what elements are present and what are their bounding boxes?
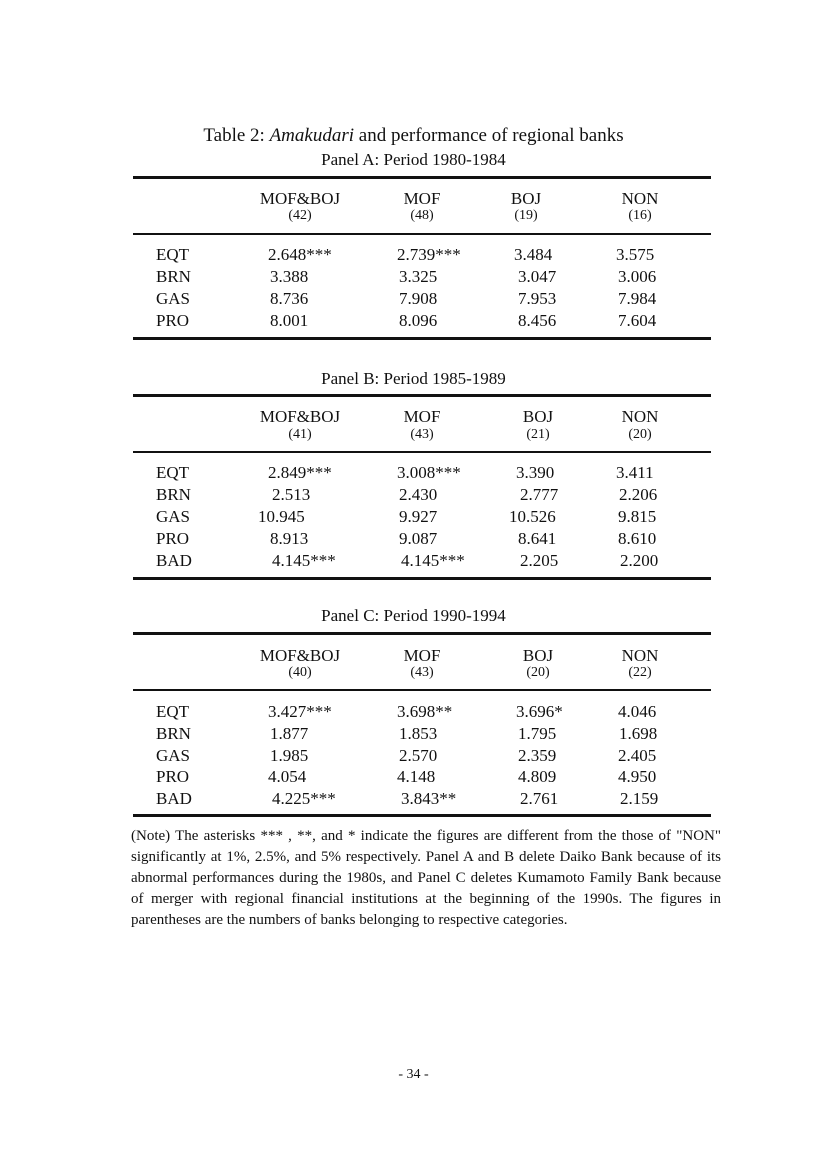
panel-a-cell: 3.325 [399, 267, 438, 286]
panel-a-cell: 8.736 [270, 289, 309, 308]
panel-a-cell: 3.006 [618, 267, 657, 286]
panel-c-row-label: BRN [156, 724, 191, 743]
panel-c-cell: 1.853 [399, 724, 438, 743]
panel-b-cell: 10.945 [258, 507, 305, 526]
panel-a-row-label: GAS [156, 289, 191, 308]
panel-b-count-mof: (43) [410, 427, 434, 442]
panel-c-header-rule [133, 689, 711, 691]
panel-b-cell: 3.390 [516, 463, 555, 482]
panel-c-top-rule [133, 632, 711, 635]
panel-a-cell: 3.575 [616, 245, 655, 264]
panel-a-cell: 3.388 [270, 267, 309, 286]
panel-b-top-rule [133, 394, 711, 397]
panel-a-row-label: BRN [156, 267, 191, 286]
panel-b-cell: 9.927 [399, 507, 438, 526]
table-title [0, 124, 827, 148]
panel-b-title: Panel B: Period 1985-1989 [321, 369, 506, 388]
panel-b-cell: 2.205 [520, 551, 559, 570]
panel-b-cell: 10.526 [509, 507, 556, 526]
panel-b-cell: 8.641 [518, 529, 557, 548]
panel-c-count-boj: (20) [526, 665, 550, 680]
panel-c-cell: 2.761 [520, 789, 559, 808]
panel-c-cell: 3.696* [516, 702, 563, 721]
panel-c-cell: 1.698 [619, 724, 658, 743]
panel-a-header-mof: MOF [403, 189, 441, 208]
panel-a-header-rule [133, 233, 711, 235]
panel-a-cell: 8.456 [518, 311, 557, 330]
panel-c-row-label: BAD [156, 789, 192, 808]
panel-a-top-rule [133, 176, 711, 179]
panel-a-count-non: (16) [628, 208, 652, 223]
panel-a-count-boj: (19) [514, 208, 538, 223]
panel-c-header-mofboj: MOF&BOJ [259, 646, 341, 665]
panel-b-bottom-rule [133, 577, 711, 580]
panel-b-row-label: EQT [156, 463, 190, 482]
panel-b-count-mofboj: (41) [288, 427, 312, 442]
panel-b-header-mof: MOF [403, 407, 441, 426]
panel-c-cell: 2.159 [620, 789, 659, 808]
table-title-italic: Amakudari [269, 125, 355, 146]
panel-b-cell: 2.206 [619, 485, 658, 504]
panel-c-cell: 1.985 [270, 746, 309, 765]
panel-b-cell: 4.145*** [272, 551, 336, 570]
panel-c-cell: 2.570 [399, 746, 438, 765]
panel-c-row-label: PRO [156, 767, 190, 786]
panel-a-header-mofboj: MOF&BOJ [259, 189, 341, 208]
panel-b-cell: 2.513 [272, 485, 311, 504]
panel-b-count-boj: (21) [526, 427, 550, 442]
panel-c-row-label: EQT [156, 702, 190, 721]
panel-c-cell: 1.877 [270, 724, 309, 743]
panel-b-row-label: PRO [156, 529, 190, 548]
panel-c-cell: 4.148 [397, 767, 436, 786]
panel-c-header-boj: BOJ [522, 646, 554, 665]
panel-c-cell: 2.405 [618, 746, 657, 765]
panel-a-row-label: PRO [156, 311, 190, 330]
table-title-suffix: and performance of regional banks [354, 125, 624, 146]
panel-c-cell: 4.809 [518, 767, 557, 786]
panel-a-cell: 2.648*** [268, 245, 332, 264]
panel-a-cell: 7.604 [618, 311, 657, 330]
panel-b-row-label: BAD [156, 551, 192, 570]
panel-b-cell: 4.145*** [401, 551, 465, 570]
panel-c-cell: 4.054 [268, 767, 307, 786]
panel-a-cell: 3.047 [518, 267, 557, 286]
panel-c-cell: 4.225*** [272, 789, 336, 808]
panel-b-header-mofboj: MOF&BOJ [259, 407, 341, 426]
panel-b-cell: 2.430 [399, 485, 438, 504]
panel-c-count-non: (22) [628, 665, 652, 680]
panel-c-header-non: NON [621, 646, 659, 665]
panel-a-cell: 8.001 [270, 311, 309, 330]
panel-b-cell: 9.815 [618, 507, 657, 526]
panel-a-cell: 8.096 [399, 311, 438, 330]
panel-b-row-label: GAS [156, 507, 191, 526]
panel-b-cell: 2.200 [620, 551, 659, 570]
panel-c-row-label: GAS [156, 746, 191, 765]
panel-a-title: Panel A: Period 1980-1984 [321, 150, 506, 169]
panel-c-cell: 3.698** [397, 702, 453, 721]
panel-a-cell: 7.953 [518, 289, 557, 308]
panel-a-cell: 7.908 [399, 289, 438, 308]
panel-a-cell: 7.984 [618, 289, 657, 308]
panel-b-header-non: NON [621, 407, 659, 426]
panel-a-cell: 2.739*** [397, 245, 461, 264]
panel-c-cell: 3.427*** [268, 702, 332, 721]
panel-a-header-boj: BOJ [510, 189, 542, 208]
panel-c-cell: 1.795 [518, 724, 557, 743]
panel-c-bottom-rule [133, 814, 711, 817]
panel-b-row-label: BRN [156, 485, 191, 504]
panel-c-header-mof: MOF [403, 646, 441, 665]
panel-b-cell: 8.913 [270, 529, 309, 548]
panel-b-cell: 3.008*** [397, 463, 461, 482]
panel-b-header-rule [133, 451, 711, 453]
panel-a-count-mof: (48) [410, 208, 434, 223]
panel-c-count-mof: (43) [410, 665, 434, 680]
panel-a-count-mofboj: (42) [288, 208, 312, 223]
panel-b-count-non: (20) [628, 427, 652, 442]
panel-c-cell: 3.843** [401, 789, 457, 808]
panel-c-cell: 4.046 [618, 702, 657, 721]
panel-b-cell: 2.777 [520, 485, 559, 504]
panel-c-cell: 4.950 [618, 767, 657, 786]
panel-a-bottom-rule [133, 337, 711, 340]
panel-a-header-non: NON [621, 189, 659, 208]
panel-a-row-label: EQT [156, 245, 190, 264]
panel-c-cell: 2.359 [518, 746, 557, 765]
panel-b-header-boj: BOJ [522, 407, 554, 426]
panel-b-cell: 2.849*** [268, 463, 332, 482]
panel-b-cell: 3.411 [616, 463, 654, 482]
table-note: (Note) The asterisks *** , **, and * indicate the figures are different from the those of "NON" significantly at 1%, 2.5%, and 5% respectively. Panel A and B delete Daiko Bank because of its abnormal performances during the 1980s, and Panel C deletes Kumamoto Family Bank because of merger with regional financial institutions at the beginning of the 1990s. The figures in parentheses are the numbers of banks belonging to respective categories. [131, 828, 721, 928]
panel-c-title: Panel C: Period 1990-1994 [321, 606, 506, 625]
panel-b-cell: 8.610 [618, 529, 657, 548]
panel-c-count-mofboj: (40) [288, 665, 312, 680]
table-title-prefix: Table 2: [203, 125, 270, 146]
page-number: - 34 - [398, 1067, 429, 1082]
panel-b-cell: 9.087 [399, 529, 438, 548]
panel-a-cell: 3.484 [514, 245, 553, 264]
